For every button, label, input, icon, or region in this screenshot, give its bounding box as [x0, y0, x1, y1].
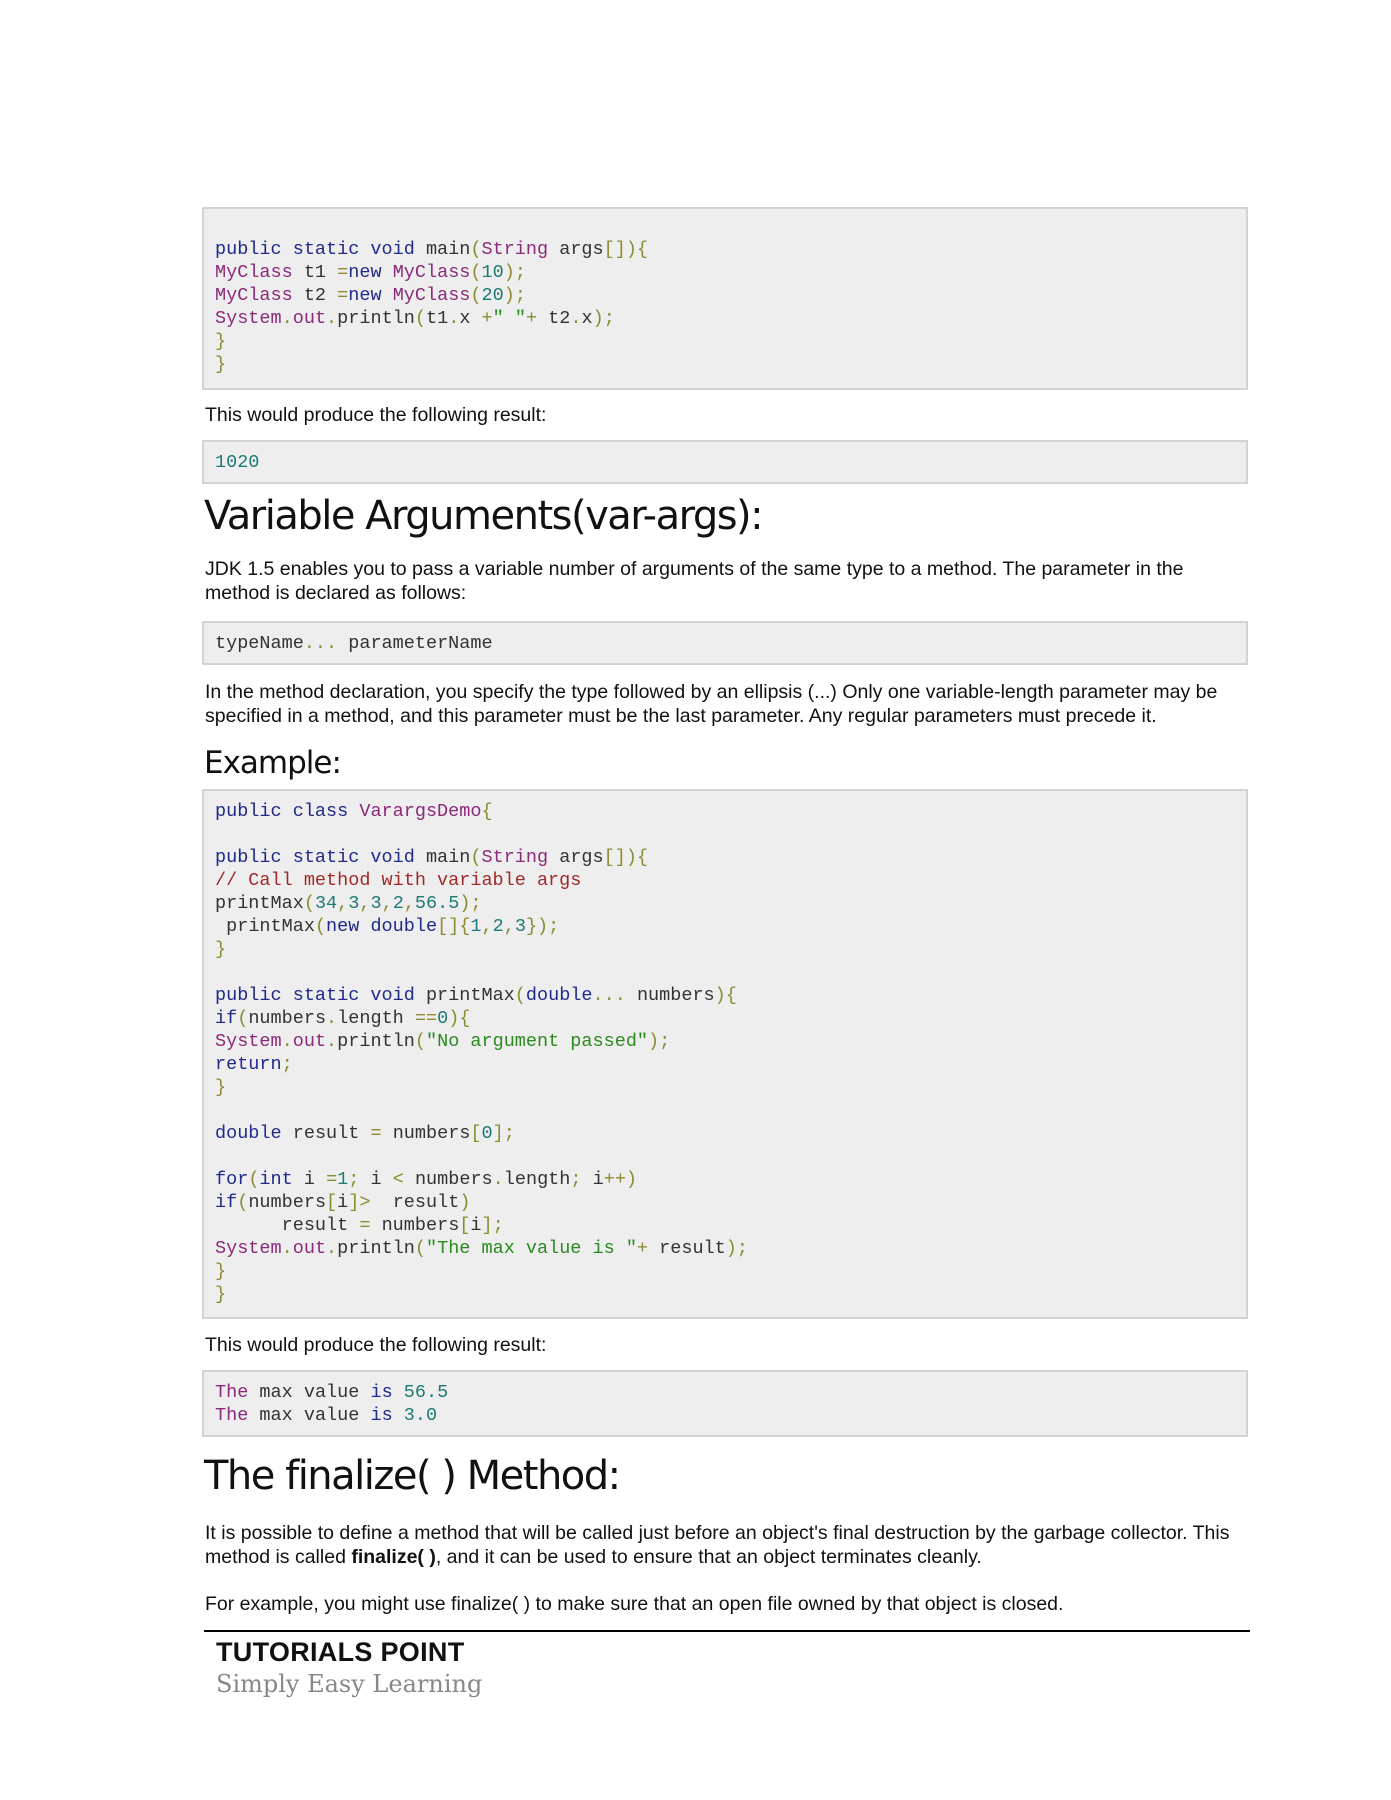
code-line: printMax(34,3,3,2,56.5); — [215, 893, 482, 914]
code-comment: // Call method with variable args — [215, 870, 582, 891]
code-line — [215, 1099, 1235, 1122]
finalize-text: It is possible to define a method that will be called just before an object's final destruction by the garbage collector. This method is called — [205, 1522, 1230, 1568]
code-line: } — [215, 1261, 227, 1282]
code-line: System.out.println("No argument passed"); — [215, 1031, 671, 1052]
code-line: if(numbers[i]> result) — [215, 1192, 471, 1213]
footer-tagline: Simply Easy Learning — [216, 1670, 483, 1698]
heading-variable-arguments: Variable Arguments(var-args): — [204, 493, 763, 539]
finalize-paragraph-2: For example, you might use finalize( ) to make sure that an open file owned by that object is closed. — [205, 1593, 1064, 1615]
code-line: public class VarargsDemo{ — [215, 801, 493, 822]
finalize-keyword: finalize( ) — [351, 1546, 436, 1568]
syntax-block: typeName... parameterName — [202, 621, 1248, 665]
code-line — [215, 823, 1235, 846]
code-line: } — [215, 1077, 227, 1098]
varargs-paragraph: JDK 1.5 enables you to pass a variable number of arguments of the same type to a method. The parameter in the method is declared as follows: — [205, 558, 1184, 604]
footer-divider — [204, 1630, 1250, 1632]
code-line: } — [215, 354, 227, 375]
code-line: double result = numbers[0]; — [215, 1123, 515, 1144]
result-intro-1: This would produce the following result: — [205, 404, 547, 426]
output-line: The max value is 3.0 — [215, 1405, 438, 1426]
finalize-text-end: , and it can be used to ensure that an object terminates cleanly. — [435, 1546, 982, 1568]
result-intro-2: This would produce the following result: — [205, 1334, 547, 1356]
heading-example: Example: — [204, 745, 341, 781]
code-line: if(numbers.length ==0){ — [215, 1008, 471, 1029]
output-block-2 — [202, 1370, 1248, 1437]
code-line: public static void main(String args[]){ — [215, 239, 649, 260]
code-line: MyClass t1 =new MyClass(10); — [215, 262, 526, 283]
footer-brand: TUTORIALS POINT — [216, 1637, 465, 1667]
code-line: System.out.println("The max value is "+ result); — [215, 1238, 748, 1259]
code-line: public static void printMax(double... numbers){ — [215, 985, 737, 1006]
code-block-main — [202, 207, 1248, 390]
output-line: The max value is 56.5 — [215, 1382, 449, 1403]
code-line: System.out.println(t1.x +" "+ t2.x); — [215, 308, 615, 329]
code-block-varargs-demo — [202, 789, 1248, 1319]
code-line: } — [215, 939, 227, 960]
code-line — [215, 1145, 1235, 1168]
code-line: return; — [215, 1054, 293, 1075]
output-block-1: 1020 — [202, 440, 1248, 484]
code-line — [215, 961, 1235, 984]
code-line: result = numbers[i]; — [281, 1215, 504, 1236]
code-line — [215, 215, 1235, 238]
code-line: } — [215, 1284, 227, 1305]
varargs-paragraph-2: In the method declaration, you specify the type followed by an ellipsis (...) Only one variable-length parameter may be specified in a method, and this parameter must be the last parameter. Any regular parameters must precede it. — [205, 681, 1218, 727]
code-line: public static void main(String args[]){ — [215, 847, 649, 868]
finalize-paragraph — [205, 1521, 1250, 1569]
code-line: } — [215, 331, 227, 352]
heading-finalize-method: The finalize( ) Method: — [204, 1453, 620, 1499]
code-line: printMax(new double[]{1,2,3}); — [226, 916, 560, 937]
code-line: for(int i =1; i < numbers.length; i++) — [215, 1169, 638, 1190]
code-line: MyClass t2 =new MyClass(20); — [215, 285, 526, 306]
